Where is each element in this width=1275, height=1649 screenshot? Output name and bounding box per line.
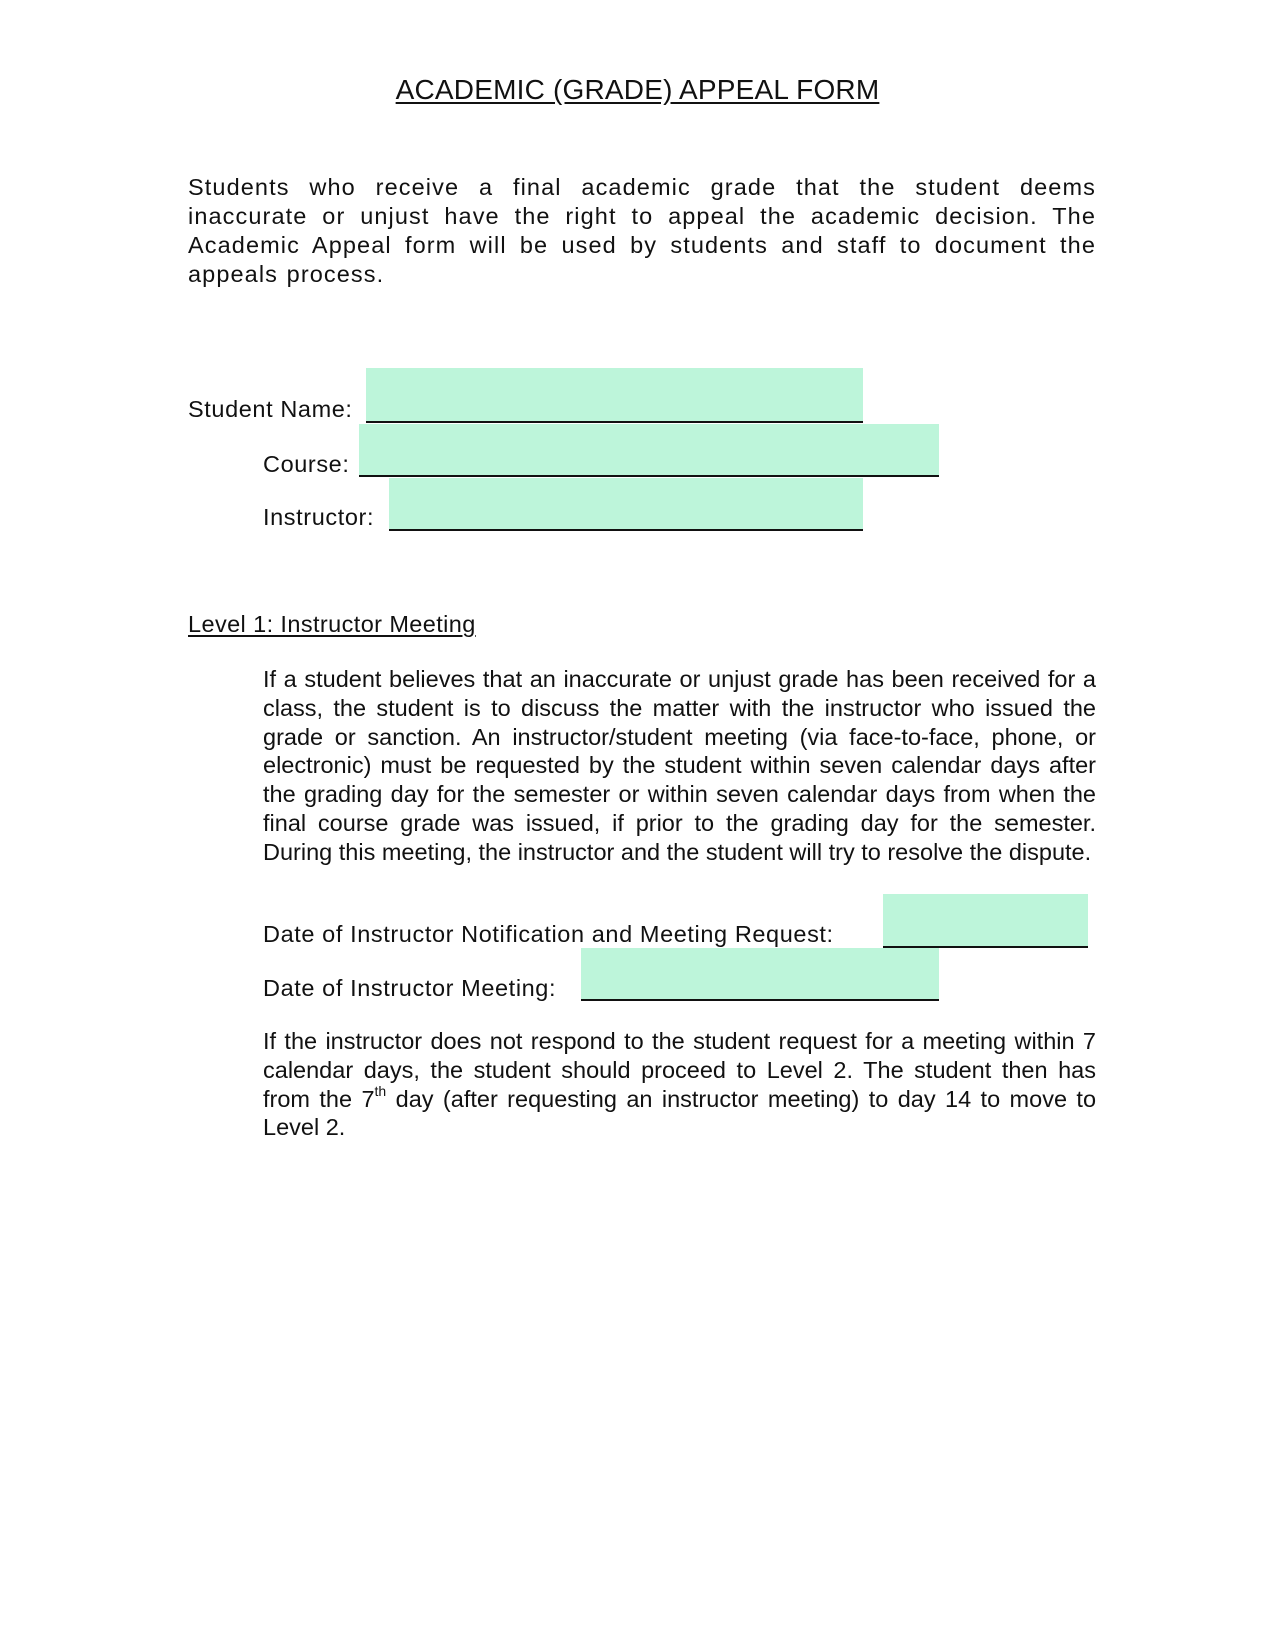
notification-date-field[interactable] xyxy=(883,894,1088,948)
ordinal-suffix: th xyxy=(374,1082,387,1099)
course-label: Course: xyxy=(263,451,350,477)
paragraph2-text-end: day (after requesting an instructor meeting) to day 14 to move to Level 2. xyxy=(263,1085,1097,1141)
level1-paragraph-2 xyxy=(263,1027,1096,1142)
student-name-field[interactable] xyxy=(366,368,863,423)
page-title: ACADEMIC (GRADE) APPEAL FORM xyxy=(395,74,880,105)
student-name-label: Student Name: xyxy=(188,396,353,422)
notification-date-label: Date of Instructor Notification and Meeting Request: xyxy=(263,921,834,947)
meeting-date-label: Date of Instructor Meeting: xyxy=(263,975,557,1001)
level1-heading: Level 1: Instructor Meeting xyxy=(188,611,476,637)
course-field[interactable] xyxy=(359,424,939,477)
instructor-field[interactable] xyxy=(389,478,863,531)
intro-paragraph: Students who receive a final academic grade that the student deems inaccurate or unjust have the right to appeal the academic decision. The Academic Appeal form will be used by students and staff to document the appeals process. xyxy=(188,174,1096,287)
instructor-label: Instructor: xyxy=(263,504,375,530)
paragraph2-text-start: If the instructor does not respond to the student request for a meeting within 7 calendar days, the student should proceed to Level 2. The student then has from the 7 xyxy=(263,1028,1096,1112)
meeting-date-field[interactable] xyxy=(581,948,939,1001)
level1-paragraph-1: If a student believes that an inaccurate or unjust grade has been received for a class, the student is to discuss the matter with the instructor who issued the grade or sanction. An instructor/student meeting (via face-to-face, phone, or electronic) must be requested by the student within seven calendar days after the grading day for the semester or within seven calendar days from when the final course grade was issued, if prior to the grading day for the semester. During this meeting, the instructor and the student will try to resolve the dispute. xyxy=(263,666,1096,865)
